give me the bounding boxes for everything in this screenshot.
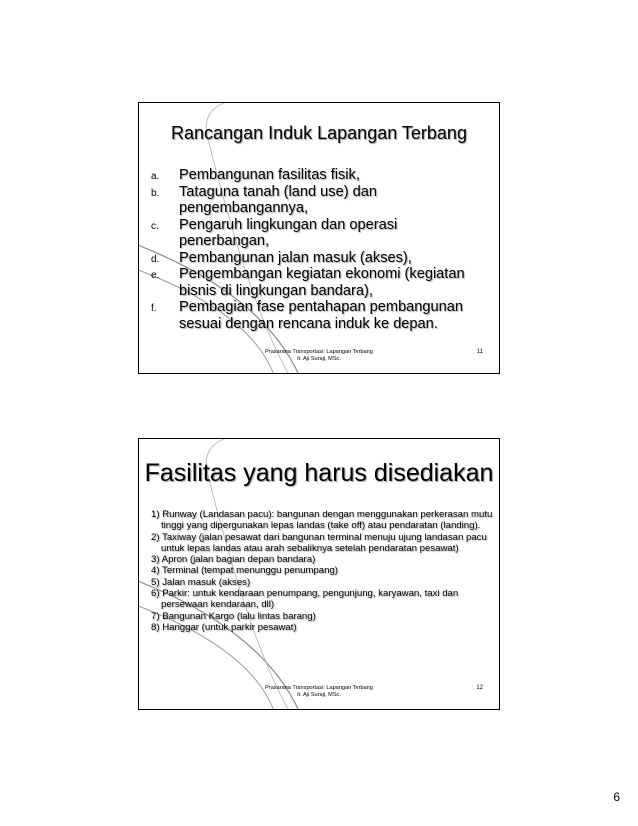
list-marker: e.	[151, 270, 160, 281]
list-item	[139, 299, 500, 332]
footer-author: Ir. Aji Suraji, MSc.	[297, 692, 341, 698]
list-item-text: Pengaruh lingkungan dan operasi penerbangan,	[179, 216, 398, 249]
list-marker: f.	[151, 303, 157, 314]
slide-title: Fasilitas yang harus disediakan	[144, 459, 494, 487]
list-item-text: Pembangunan fasilitas fisik,	[179, 167, 360, 183]
list-item	[139, 266, 500, 299]
list-item: 4) Terminal (tempat menunggu penumpang)	[151, 565, 339, 577]
list-item: 3) Apron (jalan bagian depan bandara)	[151, 554, 316, 566]
list-item-text: Pembagian fase pentahapan pembangunan sesuai dengan rencana induk ke depan.	[179, 299, 464, 332]
list-item: 6) Parkir: untuk kendaraan penumpang, pengunjung, karyawan, taxi dan persewaan kendaraan, dll)	[151, 588, 459, 611]
facilities-list	[151, 509, 496, 633]
page-number: 6	[613, 790, 620, 804]
footer-course: Prasarana Transportasi: Lapangan Terbang	[265, 685, 373, 691]
list-item	[139, 250, 500, 267]
list-item-text: Pembangunan jalan masuk (akses),	[179, 249, 412, 266]
list-marker: b.	[151, 187, 160, 199]
footer-author: Ir. Aji Suraji, MSc.	[297, 356, 341, 362]
slide-11	[138, 102, 500, 374]
slide-number: 12	[476, 685, 483, 691]
list-item: 8) Hanggar (untuk parkir pesawat)	[151, 621, 297, 633]
list-item: 7) Bangunan Kargo (lalu lintas barang)	[151, 610, 316, 622]
list-item: 5) Jalan masuk (akses)	[151, 576, 251, 588]
slide-title: Rancangan Induk Lapangan Terbang	[171, 123, 467, 143]
list-marker: d.	[151, 253, 160, 265]
list-item: 1) Runway (Landasan pacu): bangunan dengan menggunakan perkerasan mutu tinggi yang dipergunakan lepas landas (take off) atau pendaratan (landing).	[151, 509, 493, 532]
slide-footer	[219, 349, 419, 363]
planning-list	[139, 167, 500, 332]
slide-12	[138, 438, 500, 710]
footer-course: Prasarana Transportasi: Lapangan Terbang	[265, 349, 373, 355]
slide-footer	[219, 685, 419, 699]
list-item	[139, 167, 500, 184]
list-item	[139, 217, 500, 250]
list-item-text: Tataguna tanah (land use) dan pengembangannya,	[179, 183, 377, 216]
list-marker: c.	[151, 220, 159, 232]
list-marker: a.	[151, 171, 160, 182]
slide-number: 11	[476, 349, 483, 355]
list-item	[139, 184, 500, 217]
list-item-text: Pengembangan kegiatan ekonomi (kegiatan bisnis di lingkungan bandara),	[179, 266, 465, 299]
list-item: 2) Taxiway (jalan pesawat dari bangunan terminal menuju ujung landasan pacu untuk lepas landas atau arah sebaliknya setelah pendaratan pesawat)	[151, 531, 487, 554]
